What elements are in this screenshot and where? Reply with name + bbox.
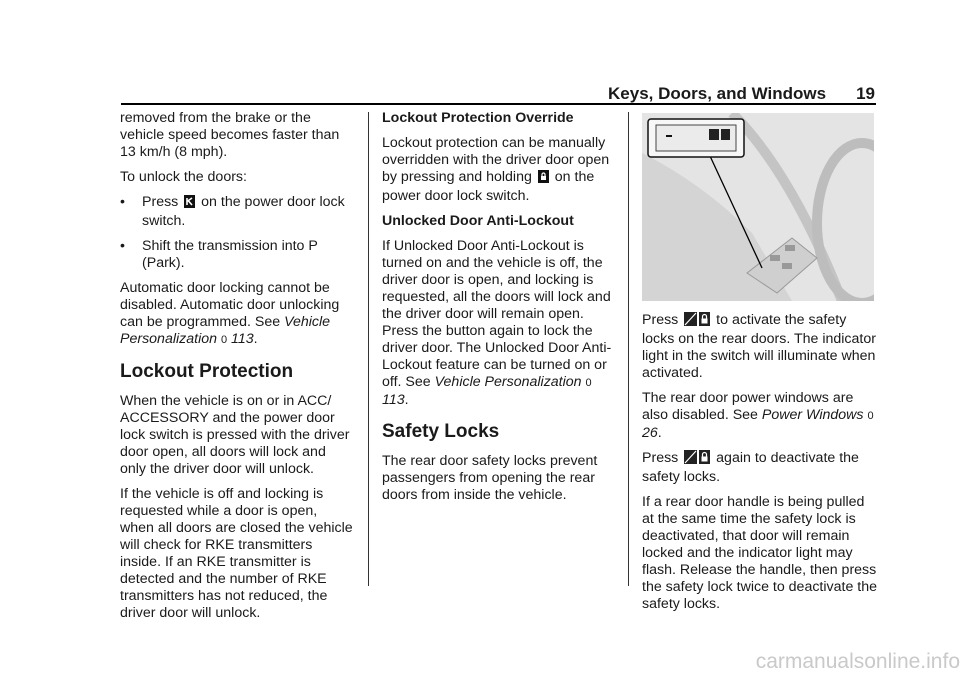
bullet-text: on the power door lock switch. <box>142 194 345 229</box>
cross-reference-link[interactable]: Power Windows <box>761 407 864 423</box>
paragraph <box>642 312 877 382</box>
paragraph <box>120 280 353 349</box>
punctuation: . <box>253 331 258 347</box>
section-heading: Lockout Protection <box>120 361 294 382</box>
paragraph-text: Automatic door locking cannot be disabled. Automatic door unlocking can be programmed. See <box>120 280 340 330</box>
bullet-text: Press <box>142 194 179 210</box>
section-title: Keys, Doors, and Windows <box>608 84 827 103</box>
paragraph-text: The rear door power windows are also disabled. See <box>642 390 854 423</box>
paragraph-text: to activate the safety locks on the rear doors. The indicator light in the switch will illuminate when activated. <box>642 312 876 381</box>
paragraph: If the vehicle is off and locking is requested while a door is open, when all doors are closed the vehicle will check for RKE transmitters inside. If an RKE transmitter is detected and the number of RKE transmitters has not reduced, the driver door will unlock. <box>120 486 353 621</box>
paragraph-text: If Unlocked Door Anti-Lockout is turned on and the vehicle is off, the driver door is open, and locking is requested, all the doors will lock and the driver door will remain open. Press the button again to lock the driver door. The Unlocked Door Anti-Lockout feature can be turned on or off. See <box>382 238 612 390</box>
watermark: carmanualsonline.info <box>755 650 960 673</box>
page-ref-number[interactable]: 113 <box>231 331 254 347</box>
page-ref-arrow: 0 <box>220 334 228 346</box>
paragraph: To unlock the doors: <box>120 169 247 185</box>
column-divider <box>628 112 629 586</box>
paragraph-text: Press <box>642 312 679 328</box>
list-item <box>120 238 353 272</box>
section-heading: Safety Locks <box>382 421 500 442</box>
paragraph: When the vehicle is on or in ACC/ ACCESSORY and the power door lock switch is pressed with the driver door open, all doors will lock and only the driver door will unlock. <box>120 393 350 477</box>
page-ref-number[interactable]: 113 <box>382 392 405 408</box>
page-ref-number[interactable]: 26 <box>642 425 658 441</box>
paragraph: removed from the brake or the vehicle speed becomes faster than 13 km/h (8 mph). <box>120 110 340 160</box>
subsection-heading: Lockout Protection Override <box>382 110 574 126</box>
subsection-heading: Unlocked Door Anti-Lockout <box>382 213 574 229</box>
column-3 <box>642 312 877 621</box>
door-switch-illustration <box>642 113 874 301</box>
page-number: 19 <box>856 84 875 103</box>
cross-reference-link[interactable]: Vehicle Personalization <box>120 314 331 347</box>
paragraph-text: Lockout protection can be manually overridden with the driver door open by pressing and holding <box>382 135 610 185</box>
page-header <box>600 83 875 105</box>
paragraph: If a rear door handle is being pulled at the same time the safety lock is deactivated, that door will remain locked and the indicator light may flash. Release the handle, then press the safety lock twice to deactivate the safety locks. <box>642 494 878 612</box>
paragraph-text: Press <box>642 450 679 466</box>
paragraph-text: again to deactivate the safety locks. <box>642 450 859 485</box>
paragraph <box>382 135 617 205</box>
page-ref-arrow: 0 <box>867 410 874 422</box>
paragraph-text: on the power door lock switch. <box>382 169 595 204</box>
child-safety-lock-icon <box>684 312 710 331</box>
paragraph <box>642 450 877 486</box>
header-rule <box>121 103 876 105</box>
bullet: • <box>120 194 125 210</box>
lock-key-icon <box>538 170 549 188</box>
paragraph <box>642 390 877 442</box>
unlock-key-icon <box>184 195 195 213</box>
page-ref-arrow: 0 <box>585 377 592 389</box>
column-divider <box>368 112 369 586</box>
punctuation: . <box>404 392 409 408</box>
list-item <box>120 194 353 230</box>
cross-reference-link[interactable]: Vehicle Personalization <box>434 374 582 390</box>
paragraph <box>382 238 617 409</box>
column-2 <box>382 110 617 512</box>
child-safety-lock-icon <box>684 450 710 469</box>
bullet: • <box>120 238 125 254</box>
column-1 <box>120 110 353 630</box>
paragraph: The rear door safety locks prevent passengers from opening the rear doors from inside the vehicle. <box>382 453 598 503</box>
punctuation: . <box>657 425 662 441</box>
bullet-text: Shift the transmission into P (Park). <box>142 238 318 271</box>
